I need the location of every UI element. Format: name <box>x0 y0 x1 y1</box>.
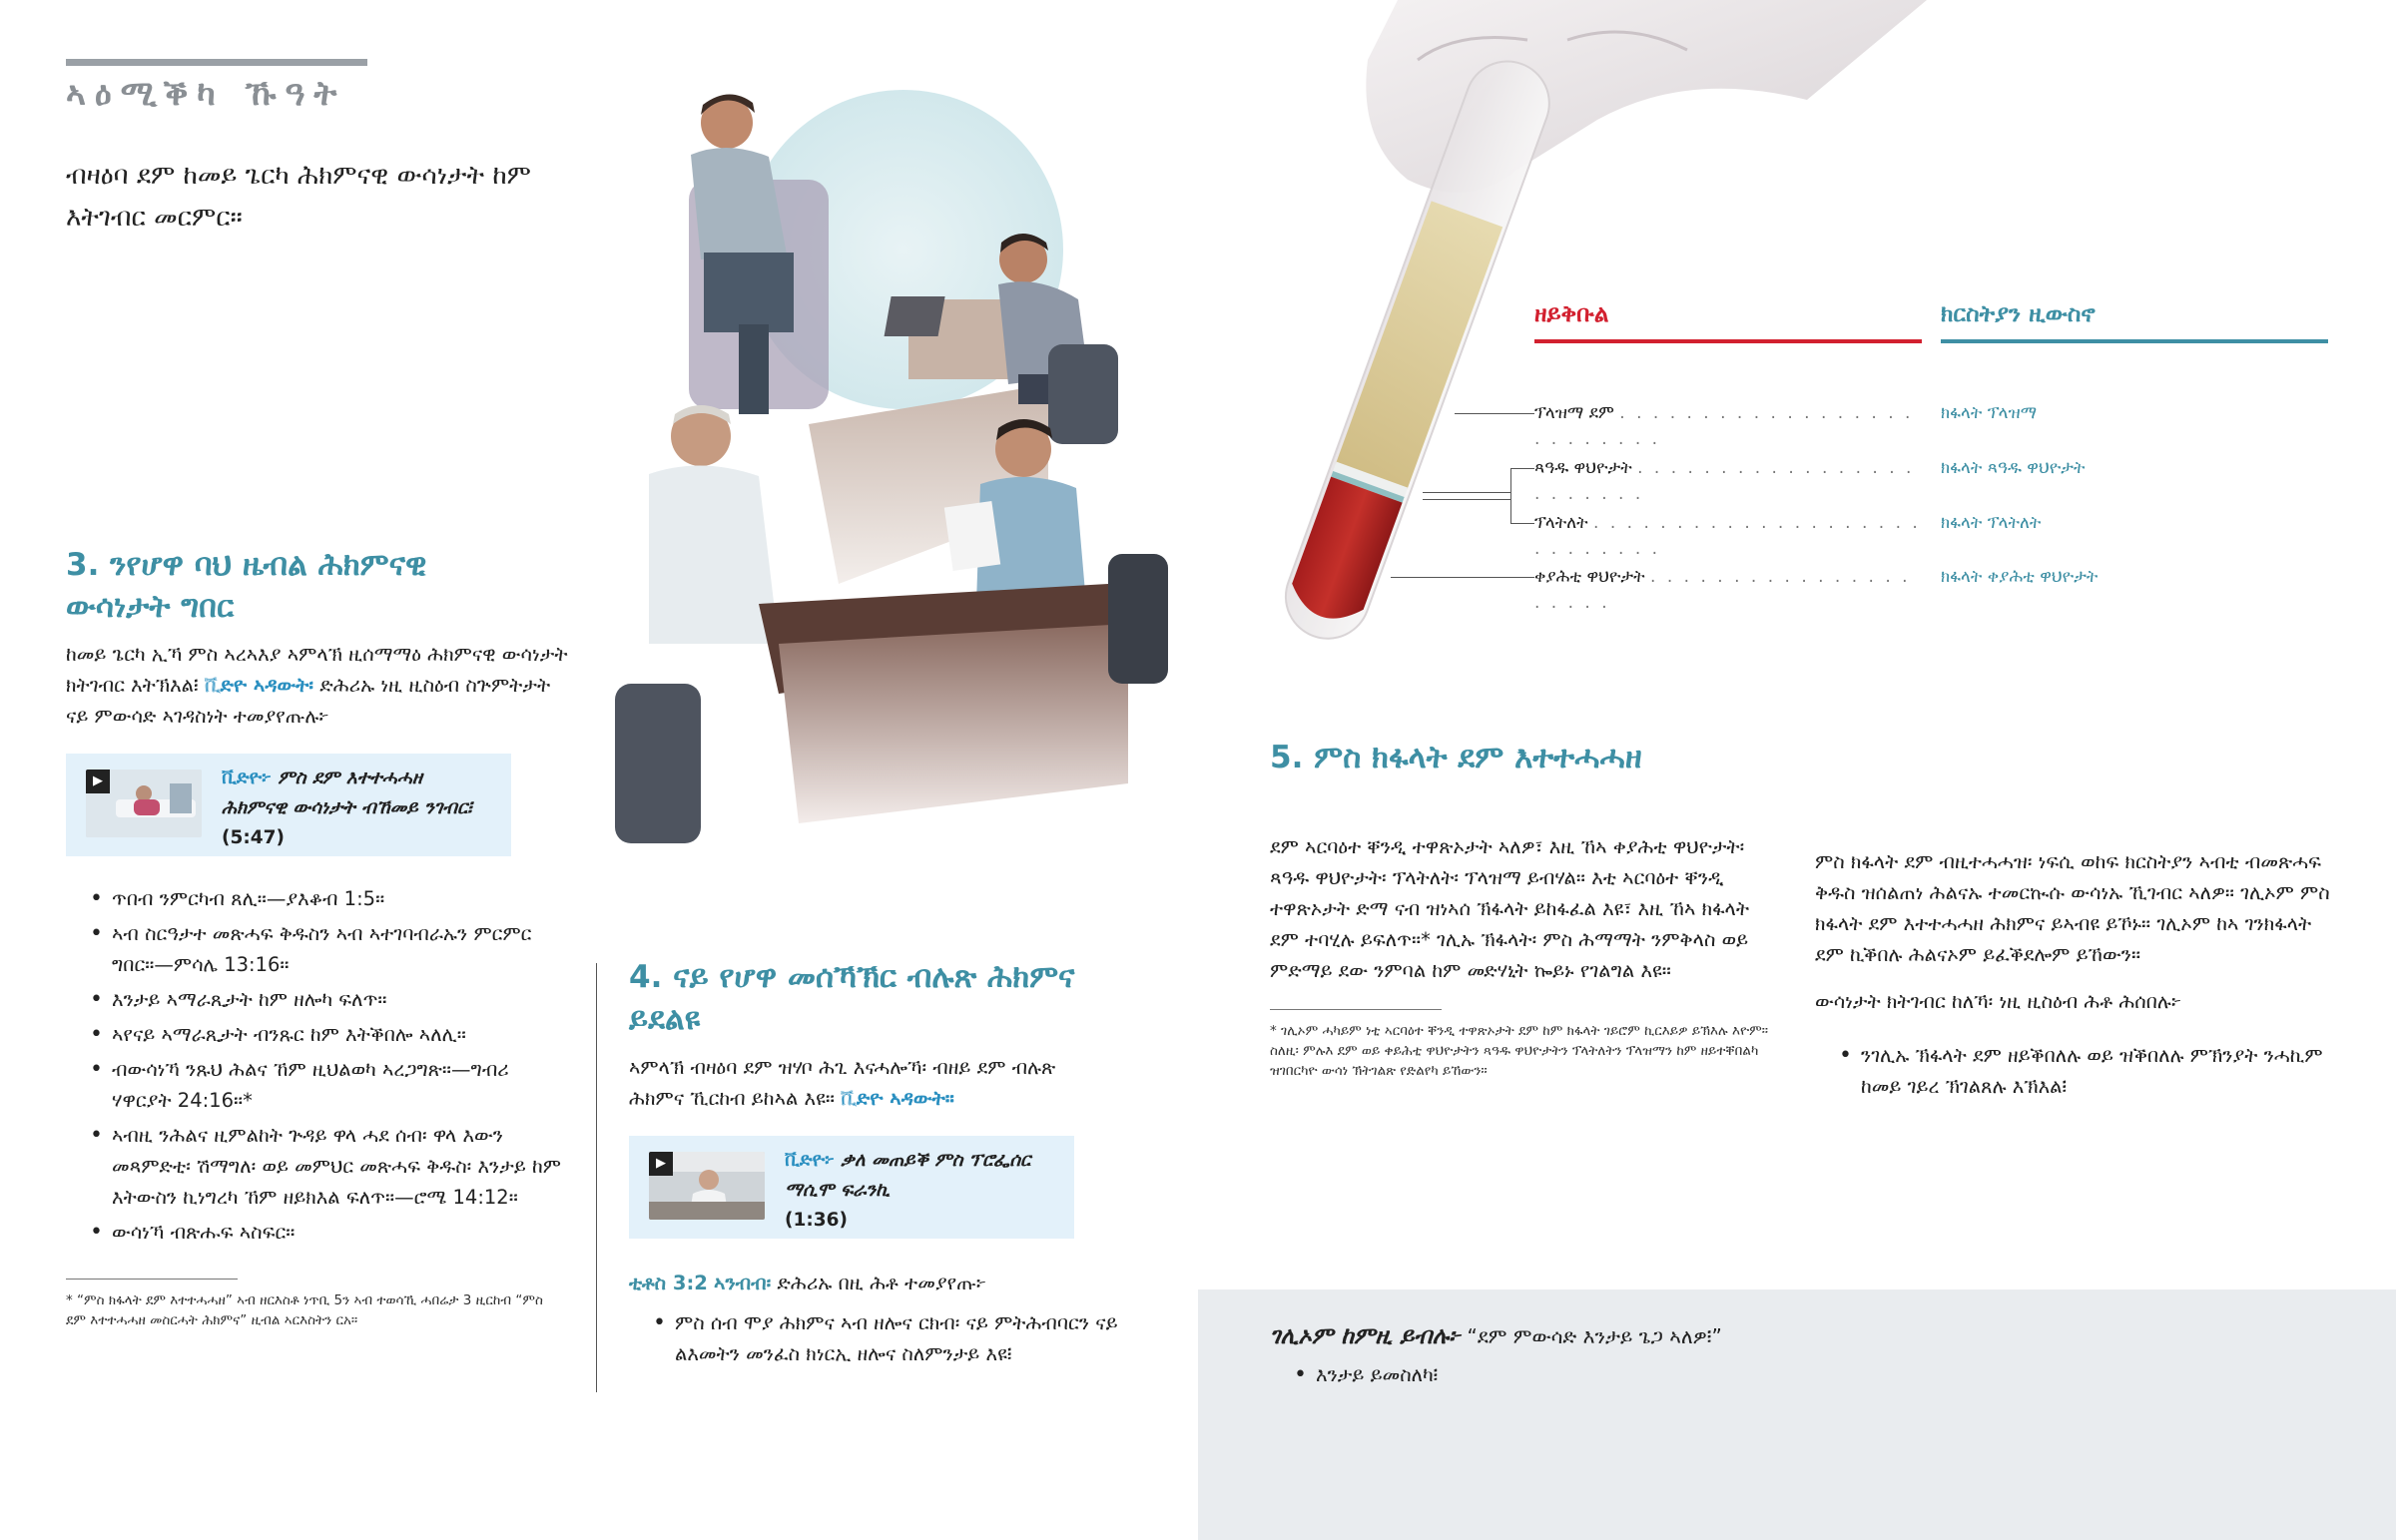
kicker-heading: ኣዕሚቕካ ኹዓት <box>66 74 346 114</box>
list-item: • እንታይ ይመስለካ፧ <box>1290 1359 1989 1390</box>
component-row-platelets <box>1534 510 1926 562</box>
dot-leader: . . . . . . . . . . . . . . . . . . . . . . . . <box>1534 458 1915 504</box>
footnote-rule <box>1270 1009 1442 1010</box>
video-thumbnail[interactable] <box>86 770 202 837</box>
video-duration: (5:47) <box>222 827 285 848</box>
section4-video-link[interactable]: ቪድዮ ኣዳውት። <box>841 1087 954 1110</box>
list-item: • ንገሊኡ ኽፋላት ደም ዘይቕበለሉ ወይ ዝቕበለሉ ምኽንያት ንሓኪም ከመይ ገይረ ኽገልጸሉ እኽእል፧ <box>1835 1040 2334 1102</box>
section5-bullet-list <box>1835 1040 2334 1106</box>
section3-bullet-list <box>86 883 565 1252</box>
christian-decides-rule <box>1941 339 2328 343</box>
section4-video-text <box>785 1146 1054 1236</box>
list-item: • ምስ ሰብ ሞያ ሕክምና ኣብ ዘሎና ርክብ፡ ናይ ምትሕብባርን ናይ ልእመትን መንፈስ ክነርኢ ዘሎና ስለምንታይ እዩ፧ <box>649 1307 1118 1369</box>
list-item: • ኣየናይ ኣማራጺታት ብንጹር ከም እትቕበሎ ኣለሊ። <box>86 1019 565 1050</box>
section4-video-card[interactable] <box>629 1136 1074 1239</box>
component-label: ቀያሕቲ ዋህዮታት <box>1534 567 1645 587</box>
footnote-rule <box>66 1279 238 1280</box>
section3-title: 3. ንየሆዋ ባህ ዜብል ሕክምናዊ ውሳነታት ግበር <box>66 547 427 625</box>
section5-title: 5. ምስ ክፋላት ደም እተተሓሓዘ <box>1270 740 1642 775</box>
section4-lesson-line <box>629 1268 986 1298</box>
list-item: • ኣብ ስርዓታተ መጽሓፍ ቅዱስን ኣብ ኣተገባብራኡን ምርምር ግበር።—ምሳሌ 13:16። <box>86 918 565 980</box>
fraction-label: ክፋላት ቀያሕቲ ዋህዮታት <box>1941 567 2098 587</box>
section3-body-text: ከመይ ጌርካ ኢኻ ምስ ኣረኣእያ ኣምላኽ ዚሰማማዕ ሕክምናዊ ውሳነታት ክትገብር እትኽእል፧ <box>66 643 568 697</box>
component-label: ፕላትለት <box>1534 513 1588 533</box>
list-item: • እንታይ ኣማራጺታት ከም ዘሎካ ፍለጥ። <box>86 984 565 1015</box>
consultation-illustration <box>609 85 1178 843</box>
lesson-instruction: ድሕሪኡ በዚ ሕቶ ተመያየጡ፦ <box>771 1272 987 1294</box>
video-thumbnail[interactable] <box>649 1152 765 1220</box>
dot-leader: . . . . . . . . . . . . . . . . . . . . . . . . . . <box>1534 403 1914 449</box>
leader-line <box>1510 468 1534 469</box>
section4-title: 4. ናይ የሆዋ መሰኻኽር ብሉጽ ሕክምና ይደልዩ <box>629 959 1075 1037</box>
leader-line <box>1455 413 1534 414</box>
list-item: • ጥበብ ንምርካብ ጸሊ።—ያእቆብ 1:5። <box>86 883 565 914</box>
video-label: ቪድዮ፦ <box>785 1150 835 1171</box>
column-divider <box>596 963 597 1392</box>
video-title: ቃለ መጠይቕ ምስ ፕሮፌሰር ማሲሞ ፍራንኪ <box>785 1150 1031 1201</box>
section5-footnote: * ገሊኦም ሓካይም ነቲ ኣርባዕተ ቐንዲ ተዋጽኦታት ደም ከም ክፋላት ገይሮም ኪርእይዎ ይኽእሉ እዮም። ስለዚ፡ ምሉእ ደም ወይ ቀይሕቲ ዋህዮታትን ጻዓዱ ዋህዮታትን ፕላትለትን ፕላዝማን ከም ዘይተቐበልካ ዝገበርካዮ ውሳነ ኽትገልጽ የድልየካ ይኸውን። <box>1270 1023 1769 1079</box>
section5-column1: ደም ኣርባዕተ ቐንዲ ተዋጽኦታት ኣለዎ፣ እዚ ኸኣ ቀያሕቲ ዋህዮታት፡ ጻዓዱ ዋህዮታት፡ ፕላትለት፡ ፕላዝማ ይብሃል። እቲ ኣርባዕተ ቐንዲ ተዋጽኦታት ድማ ናብ ዝነኣሰ ኽፋላት ይከፋፈል እዩ፣ እዚ ኸኣ ክፋላት ደም ተባሂሉ ይፍለጥ።* ገሊኡ ኽፋላት፡ ምስ ሕማማት ንምቅላስ ወይ ምድማይ ደው ንምባል ከም መድሃኒት ኰይኑ የገልግል እዩ። <box>1270 835 1750 982</box>
fraction-row-red-cells <box>1941 564 2097 590</box>
video-title: ምስ ደም እተተሓሓዘ ሕክምናዊ ውሳነታት ብኸመይ ንገብር፧ <box>222 768 472 818</box>
dot-leader: . . . . . . . . . . . . . . . . . . . . . <box>1534 567 1911 613</box>
read-link[interactable]: ኣንብብ፡ <box>714 1272 772 1294</box>
unacceptable-rule <box>1534 339 1922 343</box>
fraction-label: ክፋላት ፕላዝማ <box>1941 403 2038 423</box>
intro-text: ብዛዕባ ደም ከመይ ጌርካ ሕክምናዊ ውሳነታት ከም እትገብር መርምር። <box>66 161 531 233</box>
section5-column2-lead: ውሳነታት ክትገብር ከለኻ፡ ነዚ ዚስዕብ ሕቶ ሕሰበሉ፦ <box>1815 990 2182 1013</box>
section4-body-text: ኣምላኽ ብዛዕባ ደም ዝሃቦ ሕጊ እናሓሎኻ፡ ብዘይ ደም ብሉጽ ሕክምና ኺርከብ ይከኣል እዩ። <box>629 1056 1056 1110</box>
section4-bullet-list <box>649 1307 1118 1373</box>
component-row-red-cells <box>1534 564 1926 616</box>
panel-question <box>1270 1319 1722 1353</box>
component-row-white-cells <box>1534 455 1926 507</box>
fraction-row-plasma <box>1941 400 2037 426</box>
fraction-label: ክፋላት ጻዓዱ ዋህዮታት <box>1941 458 2086 478</box>
list-item: • ኣብዚ ንሕልና ዚምልከት ጕዳይ ዋላ ሓደ ሰብ፡ ዋላ እውን መጻምድቲ፡ ሽማግለ፡ ወይ መምህር መጽሓፍ ቅዱስ፡ እንታይ ከም እትውስን ኪነግረካ ኸም ዘይክእል ፍለጥ።—ሮሜ 14:12። <box>86 1120 565 1213</box>
list-item: • ብውሳነኻ ንጹህ ሕልና ኸም ዚህልወካ ኣረጋግጽ።—ግብሪ ሃዋርያት 24:16።* <box>86 1054 565 1116</box>
play-icon[interactable]: ▶ <box>86 770 110 793</box>
leader-line <box>1391 577 1534 578</box>
play-icon[interactable]: ▶ <box>649 1152 673 1176</box>
leader-line <box>1423 492 1510 493</box>
leader-line <box>1510 523 1534 524</box>
dot-leader: . . . . . . . . . . . . . . . . . . . . . . . . . . . . <box>1534 513 1921 559</box>
component-label: ጻዓዱ ዋህዮታት <box>1534 458 1632 478</box>
panel-lead: ገሊኦም ከምዚ ይብሉ፦ <box>1270 1323 1462 1349</box>
section3-video-card[interactable] <box>66 754 511 856</box>
leader-line <box>1423 499 1510 500</box>
video-label: ቪድዮ፦ <box>222 768 272 788</box>
component-label: ፕላዝማ ደም <box>1534 403 1614 423</box>
christian-decides-header: ክርስትያን ዚውስኖ <box>1941 301 2096 327</box>
section3-video-link[interactable]: ቪድዮ ኣዳውት፡ <box>204 674 314 697</box>
section4-body <box>629 1052 1108 1114</box>
panel-quote: “ደም ምውሳድ እንታይ ጌጋ ኣለዎ፧” <box>1461 1324 1722 1348</box>
unacceptable-header: ዘይቅቡል <box>1534 301 1609 327</box>
component-row-plasma <box>1534 400 1926 452</box>
fraction-row-platelets <box>1941 510 2041 536</box>
section3-footnote: * “ምስ ክፋላት ደም እተተሓሓዘ” ኣብ ዘርእስቶ ነጥቢ 5ን ኣብ ተወሳኺ ሓበሬታ 3 ዚርከብ “ምስ ደም እተተሓሓዘ መስርሓት ሕክምና” ዚብል ኣርእስትን ርአ። <box>66 1292 543 1328</box>
section5-column2-text: ምስ ክፋላት ደም ብዚተሓሓዝ፡ ነፍሲ ወከፍ ክርስትያን ኣብቲ ብመጽሓፍ ቅዱስ ዝሰልጠነ ሕልናኡ ተመርኲሱ ውሳነኡ ኺገብር ኣለዎ። ገሊኦም ምስ ክፋላት ደም እተተሓሓዘ ሕክምና ይኣብዩ ይኾኑ። ገሊኦም ከኣ ገንክፋላት ደም ኪቕበሉ ሕልናኦም ይፈቕደሎም ይኸውን። <box>1815 850 2330 966</box>
fraction-label: ክፋላት ፕላትለት <box>1941 513 2042 533</box>
leader-line <box>1510 468 1511 524</box>
video-duration: (1:36) <box>785 1210 848 1231</box>
scripture-reference[interactable]: ቲቶስ 3:2 <box>629 1272 708 1294</box>
panel-bullet-list <box>1290 1359 1989 1394</box>
section3-body <box>66 639 575 732</box>
fraction-row-white-cells <box>1941 455 2085 481</box>
section3-video-text <box>222 764 491 853</box>
list-item: • ውሳነኻ ብጽሑፍ ኣስፍር። <box>86 1217 565 1248</box>
section3-body-text-2: ድሕሪኡ ነዚ ዚስዕብ ስጕምትታት ናይ ምውሳድ ኣገዳስነት ተመያየጡሉ፦ <box>66 674 551 728</box>
kicker-bar <box>66 59 367 66</box>
section5-column2 <box>1815 846 2334 1017</box>
